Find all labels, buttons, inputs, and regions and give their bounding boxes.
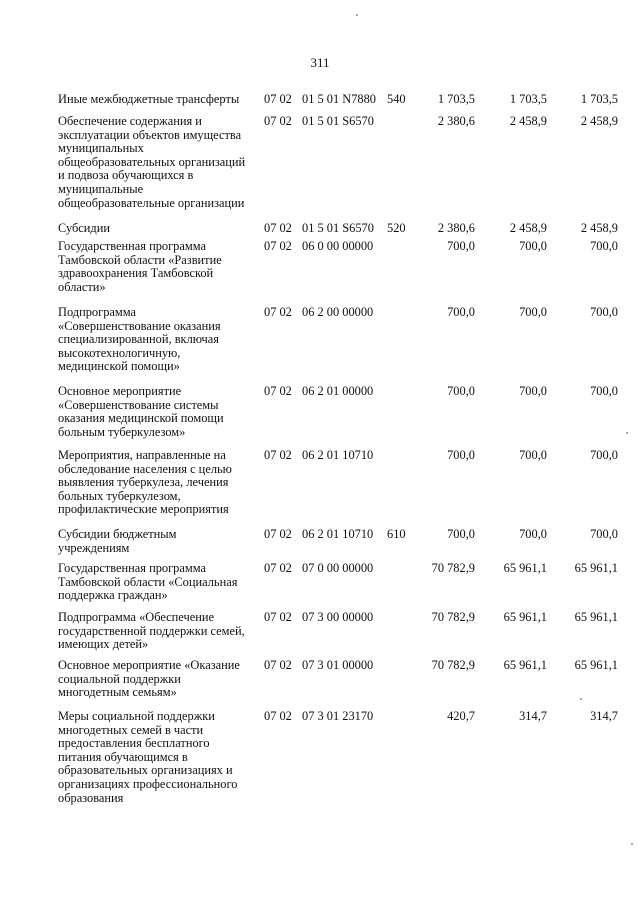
section-code: 07 02: [264, 561, 292, 575]
row-name-line: муниципальные: [58, 181, 144, 196]
row-name-line: обследование населения с целью: [58, 461, 232, 476]
row-name: [58, 659, 263, 700]
section-code: 07 02: [264, 384, 292, 398]
section-code: 07 02: [264, 658, 292, 672]
row-name-line: Меры социальной поддержки: [58, 709, 215, 723]
section-code: 07 02: [264, 448, 292, 462]
row-name-line: поддержка граждан»: [58, 588, 168, 603]
target-item-code: 01 5 01 S6570: [302, 114, 374, 128]
amount-year-2: 700,0: [519, 239, 547, 253]
amount-year-3: 2 458,9: [580, 221, 618, 235]
row-name-line: здравоохранения Тамбовской: [58, 266, 214, 281]
section-code: 07 02: [264, 114, 292, 128]
row-name-line: учреждениям: [58, 540, 130, 555]
row-name-line: Субсидии бюджетным: [58, 527, 177, 541]
row-name-line: Основное мероприятие: [58, 384, 182, 398]
target-item-code: 06 0 00 00000: [302, 239, 374, 253]
amount-year-2: 700,0: [519, 305, 547, 319]
row-name-line: Основное мероприятие «Оказание: [58, 658, 240, 672]
amount-year-3: 314,7: [590, 709, 618, 723]
row-name-line: больным туберкулезом»: [58, 424, 186, 439]
row-name-line: высокотехнологичную,: [58, 345, 181, 360]
section-code: 07 02: [264, 239, 292, 253]
row-name-line: предоставления бесплатного: [58, 736, 210, 751]
amount-year-3: 2 458,9: [580, 114, 618, 128]
amount-year-3: 700,0: [590, 384, 618, 398]
row-name-line: многодетным семьям»: [58, 685, 177, 700]
amount-year-2: 700,0: [519, 527, 547, 541]
expense-type-code: 610: [387, 527, 406, 541]
scan-speck: [356, 14, 358, 16]
amount-year-2: 65 961,1: [503, 561, 547, 575]
row-name-line: специализированной, включая: [58, 332, 219, 347]
amount-year-3: 65 961,1: [574, 561, 618, 575]
amount-year-3: 700,0: [590, 527, 618, 541]
row-name-line: Мероприятия, направленные на: [58, 448, 226, 462]
row-name-line: Тамбовской области «Социальная: [58, 574, 238, 589]
row-name: [58, 710, 263, 805]
row-name: [58, 306, 263, 374]
amount-year-1: 2 380,6: [437, 221, 475, 235]
target-item-code: 06 2 01 00000: [302, 384, 374, 398]
section-code: 07 02: [264, 92, 292, 106]
row-name-line: «Совершенствование системы: [58, 397, 219, 412]
row-name: [58, 611, 263, 652]
amount-year-3: 700,0: [590, 448, 618, 462]
section-code: 07 02: [264, 709, 292, 723]
amount-year-2: 700,0: [519, 448, 547, 462]
section-code: 07 02: [264, 527, 292, 541]
target-item-code: 01 5 01 S6570: [302, 221, 374, 235]
row-name-line: государственной поддержки семей,: [58, 623, 245, 638]
target-item-code: 06 2 01 10710: [302, 448, 374, 462]
amount-year-1: 700,0: [447, 239, 475, 253]
row-name: [58, 562, 263, 603]
target-item-code: 06 2 00 00000: [302, 305, 374, 319]
amount-year-1: 70 782,9: [431, 658, 475, 672]
amount-year-3: 700,0: [590, 305, 618, 319]
expense-type-code: 540: [387, 92, 406, 106]
scan-speck: [631, 843, 633, 845]
target-item-code: 07 0 00 00000: [302, 561, 374, 575]
target-item-code: 06 2 01 10710: [302, 527, 374, 541]
row-name-line: Обеспечение содержания и: [58, 114, 202, 128]
row-name-line: Иные межбюджетные трансферты: [58, 92, 240, 106]
amount-year-2: 65 961,1: [503, 658, 547, 672]
row-name: [58, 93, 263, 107]
amount-year-2: 2 458,9: [509, 221, 547, 235]
row-name-line: Государственная программа: [58, 561, 206, 575]
target-item-code: 01 5 01 N7880: [302, 92, 376, 106]
amount-year-1: 700,0: [447, 305, 475, 319]
section-code: 07 02: [264, 221, 292, 235]
row-name: [58, 115, 263, 210]
target-item-code: 07 3 01 23170: [302, 709, 374, 723]
amount-year-3: 65 961,1: [574, 658, 618, 672]
scan-speck: [580, 698, 582, 700]
row-name-line: оказания медицинской помощи: [58, 411, 224, 426]
amount-year-1: 700,0: [447, 448, 475, 462]
amount-year-1: 70 782,9: [431, 561, 475, 575]
amount-year-1: 420,7: [447, 709, 475, 723]
amount-year-3: 65 961,1: [574, 610, 618, 624]
row-name-line: медицинской помощи»: [58, 359, 180, 374]
amount-year-1: 1 703,5: [437, 92, 475, 106]
amount-year-3: 700,0: [590, 239, 618, 253]
row-name-line: профилактические мероприятия: [58, 502, 229, 517]
row-name: [58, 528, 263, 555]
row-name-line: эксплуатации объектов имущества: [58, 127, 242, 142]
row-name-line: области»: [58, 279, 106, 294]
row-name-line: общеобразовательные организации: [58, 195, 245, 210]
row-name-line: образовательных организациях и: [58, 763, 233, 778]
target-item-code: 07 3 01 00000: [302, 658, 374, 672]
row-name: [58, 449, 263, 517]
row-name: [58, 385, 263, 439]
amount-year-3: 1 703,5: [580, 92, 618, 106]
amount-year-1: 700,0: [447, 384, 475, 398]
row-name-line: Подпрограмма «Обеспечение: [58, 610, 214, 624]
row-name-line: многодетных семей в части: [58, 722, 204, 737]
target-item-code: 07 3 00 00000: [302, 610, 374, 624]
row-name-line: питания обучающимся в: [58, 749, 188, 764]
row-name-line: организациях профессионального: [58, 776, 238, 791]
row-name-line: образования: [58, 790, 124, 805]
row-name-line: Подпрограмма: [58, 305, 136, 319]
row-name: [58, 222, 263, 236]
row-name-line: Государственная программа: [58, 239, 206, 253]
row-name-line: выявления туберкулеза, лечения: [58, 475, 229, 490]
amount-year-2: 314,7: [519, 709, 547, 723]
row-name-line: Тамбовской области «Развитие: [58, 252, 222, 267]
scan-speck: [626, 432, 628, 434]
amount-year-1: 70 782,9: [431, 610, 475, 624]
row-name-line: и подвоза обучающихся в: [58, 168, 194, 183]
amount-year-2: 2 458,9: [509, 114, 547, 128]
row-name-line: общеобразовательных организаций: [58, 154, 246, 169]
row-name: [58, 240, 263, 294]
row-name-line: Субсидии: [58, 221, 110, 235]
row-name-line: имеющих детей»: [58, 637, 149, 652]
amount-year-2: 65 961,1: [503, 610, 547, 624]
page-number: 311: [310, 55, 330, 70]
section-code: 07 02: [264, 305, 292, 319]
row-name-line: социальной поддержки: [58, 671, 181, 686]
amount-year-2: 1 703,5: [509, 92, 547, 106]
row-name-line: больных туберкулезом,: [58, 488, 181, 503]
amount-year-1: 700,0: [447, 527, 475, 541]
amount-year-1: 2 380,6: [437, 114, 475, 128]
amount-year-2: 700,0: [519, 384, 547, 398]
section-code: 07 02: [264, 610, 292, 624]
expense-type-code: 520: [387, 221, 406, 235]
row-name-line: муниципальных: [58, 141, 144, 156]
row-name-line: «Совершенствование оказания: [58, 318, 221, 333]
